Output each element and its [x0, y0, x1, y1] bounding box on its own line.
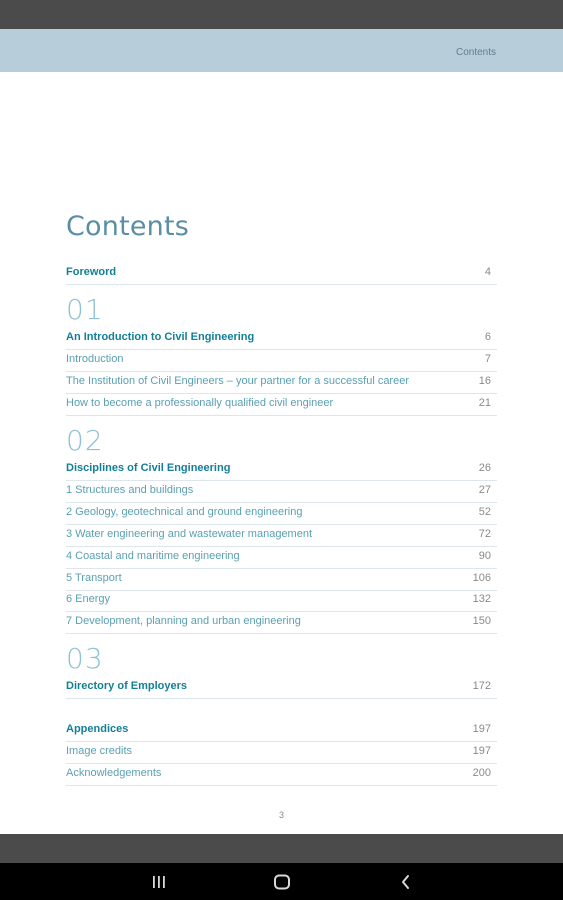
page-title: Contents — [66, 211, 190, 242]
toc-entry-label: 7 Development, planning and urban engineering — [66, 615, 301, 627]
section-number-03: 03 — [66, 642, 104, 675]
back-icon — [400, 874, 412, 890]
toc-entry-page: 197 — [472, 723, 491, 735]
toc-entry-label: The Institution of Civil Engineers – your partner for a successful career — [66, 375, 409, 387]
toc-entry-label: Acknowledgements — [66, 767, 162, 779]
section-number-02: 02 — [66, 424, 104, 457]
page-number: 3 — [278, 810, 284, 820]
toc-entry-label: 3 Water engineering and wastewater management — [66, 528, 313, 540]
recent-apps-icon — [151, 875, 167, 889]
toc-entry[interactable] — [66, 742, 497, 764]
toc-entry-label: 5 Transport — [66, 572, 122, 584]
toc-entry-page: 27 — [478, 484, 491, 496]
toc-entry-page: 7 — [484, 353, 491, 365]
toc-section-heading[interactable] — [66, 677, 497, 699]
home-icon — [273, 874, 291, 890]
home-button[interactable] — [252, 863, 312, 900]
toc-entry[interactable] — [66, 547, 497, 569]
toc-entry[interactable] — [66, 525, 497, 547]
toc-entry-page: 4 — [484, 266, 491, 278]
back-button[interactable] — [376, 863, 436, 900]
toc-entry-page: 6 — [484, 331, 491, 343]
toc-section-heading[interactable] — [66, 328, 497, 350]
toc-entry-label: Disciplines of Civil Engineering — [66, 462, 231, 474]
toc-entry-page: 21 — [478, 397, 491, 409]
system-navigation-bar — [0, 863, 563, 900]
toc-entry-page: 16 — [478, 375, 491, 387]
toc-entry-foreword[interactable] — [66, 263, 497, 285]
toc-entry[interactable] — [66, 503, 497, 525]
status-bar — [0, 0, 563, 29]
toc-entry[interactable] — [66, 394, 497, 416]
toc-entry-page: 106 — [472, 572, 491, 584]
toc-entry-label: Introduction — [66, 353, 124, 365]
recent-apps-button[interactable] — [129, 863, 189, 900]
toc-entry[interactable] — [66, 569, 497, 591]
toc-entry[interactable] — [66, 372, 497, 394]
toc-entry-label: 4 Coastal and maritime engineering — [66, 550, 240, 562]
toc-entry-page: 52 — [478, 506, 491, 518]
viewer-bottom-bar — [0, 834, 563, 863]
toc-entry-appendices[interactable] — [66, 720, 497, 742]
section-number-01: 01 — [66, 293, 104, 326]
toc-entry-label: 2 Geology, geotechnical and ground engineering — [66, 506, 303, 518]
toc-entry-page: 72 — [478, 528, 491, 540]
toc-entry-page: 90 — [478, 550, 491, 562]
toc-entry-label: 6 Energy — [66, 593, 111, 605]
toc-entry-label: Foreword — [66, 266, 117, 278]
toc-entry-label: 1 Structures and buildings — [66, 484, 194, 496]
toc-entry-label: Appendices — [66, 723, 129, 735]
toc-entry-label: How to become a professionally qualified civil engineer — [66, 397, 334, 409]
toc-entry-page: 197 — [472, 745, 491, 757]
toc-entry[interactable] — [66, 764, 497, 786]
toc-entry-page: 150 — [472, 615, 491, 627]
toc-entry-page: 26 — [478, 462, 491, 474]
toc-entry[interactable] — [66, 481, 497, 503]
toc-entry-label: Directory of Employers — [66, 680, 188, 692]
running-header-title: Contents — [455, 47, 496, 58]
toc-entry[interactable] — [66, 590, 497, 612]
toc-entry-page: 200 — [472, 767, 491, 779]
toc-entry[interactable] — [66, 350, 497, 372]
toc-entry-page: 172 — [472, 680, 491, 692]
toc-entry-label: An Introduction to Civil Engineering — [66, 331, 255, 343]
toc-entry[interactable] — [66, 612, 497, 634]
toc-entry-page: 132 — [472, 593, 491, 605]
toc-entry-label: Image credits — [66, 745, 133, 757]
toc-section-heading[interactable] — [66, 459, 497, 481]
